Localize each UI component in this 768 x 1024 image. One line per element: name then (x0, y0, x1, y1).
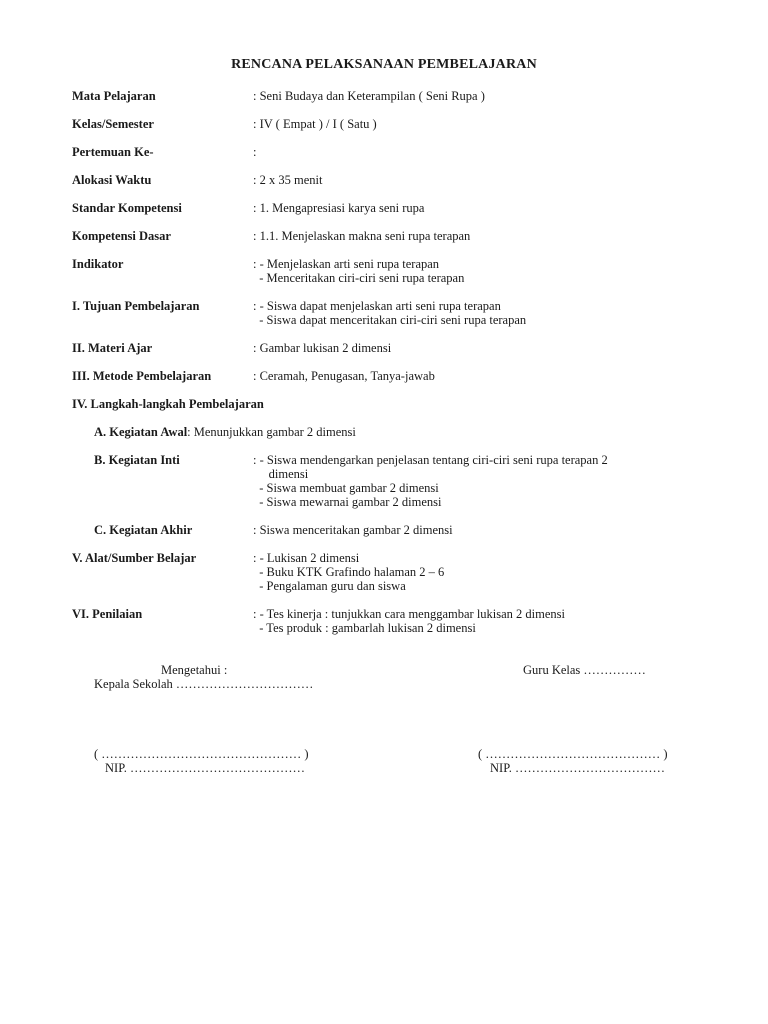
guru-kelas-name-line: ( …………………………………… ) (478, 747, 668, 761)
field-value-line: : 1.1. Menjelaskan makna seni rupa terapan (253, 229, 471, 243)
field-value-line: : 2 x 35 menit (253, 173, 323, 187)
field-label: Standar Kompetensi (72, 201, 182, 215)
field-value (253, 257, 464, 285)
kepala-sekolah-label: Kepala Sekolah …………………………… (94, 677, 314, 691)
field-value (253, 551, 444, 593)
field-label: VI. Penilaian (72, 607, 143, 621)
field-label: Kompetensi Dasar (72, 229, 171, 243)
field-value (253, 341, 391, 355)
field-label: II. Materi Ajar (72, 341, 153, 355)
guru-kelas-label: Guru Kelas …………… (523, 663, 646, 677)
field-value-line: : Seni Budaya dan Keterampilan ( Seni Rupa ) (253, 89, 485, 103)
kegiatan-akhir-line: : Siswa menceritakan gambar 2 dimensi (253, 523, 453, 537)
field-label: I. Tujuan Pembelajaran (72, 299, 200, 313)
field-value (253, 229, 470, 243)
field-value-line: - Menceritakan ciri-ciri seni rupa terapan (253, 271, 465, 285)
kegiatan-akhir-value (253, 523, 453, 537)
field-label: V. Alat/Sumber Belajar (72, 551, 197, 565)
field-label: Kelas/Semester (72, 117, 154, 131)
kegiatan-inti-line: : - Siswa mendengarkan penjelasan tentang ciri-ciri seni rupa terapan 2 (253, 453, 608, 467)
kegiatan-inti-line: - Siswa mewarnai gambar 2 dimensi (253, 495, 442, 509)
field-value-line: : Ceramah, Penugasan, Tanya-jawab (253, 369, 435, 383)
field-value-line: : - Lukisan 2 dimensi (253, 551, 360, 565)
field-value (253, 173, 322, 187)
kepala-sekolah-name-line: ( ………………………………………… ) (94, 747, 309, 761)
kegiatan-awal-line (94, 425, 356, 439)
field-value (253, 145, 256, 159)
field-label: Indikator (72, 257, 124, 271)
document-title: RENCANA PELAKSANAAN PEMBELAJARAN (231, 57, 537, 72)
field-value-line: - Tes produk : gambarlah lukisan 2 dimensi (253, 621, 476, 635)
field-label: Mata Pelajaran (72, 89, 156, 103)
field-value-line: : - Tes kinerja : tunjukkan cara menggambar lukisan 2 dimensi (253, 607, 566, 621)
field-value-line: - Buku KTK Grafindo halaman 2 – 6 (253, 565, 445, 579)
field-label: Pertemuan Ke- (72, 145, 154, 159)
section-heading: IV. Langkah-langkah Pembelajaran (72, 397, 264, 411)
kegiatan-inti-line: dimensi (253, 467, 309, 481)
field-value-line: : IV ( Empat ) / I ( Satu ) (253, 117, 377, 131)
kegiatan-inti-value (253, 453, 608, 509)
field-value (253, 89, 485, 103)
kegiatan-inti-label: B. Kegiatan Inti (94, 453, 180, 467)
field-value (253, 607, 565, 635)
kegiatan-awal-value: : Menunjukkan gambar 2 dimensi (187, 425, 356, 439)
field-value (253, 369, 435, 383)
field-value-line: : - Menjelaskan arti seni rupa terapan (253, 257, 440, 271)
field-value-line: - Siswa dapat menceritakan ciri-ciri seni rupa terapan (253, 313, 527, 327)
kegiatan-akhir-label: C. Kegiatan Akhir (94, 523, 193, 537)
field-value (253, 299, 526, 327)
field-value-line: - Pengalaman guru dan siswa (253, 579, 406, 593)
field-label: Alokasi Waktu (72, 173, 152, 187)
field-label: III. Metode Pembelajaran (72, 369, 212, 383)
field-value-line: : 1. Mengapresiasi karya seni rupa (253, 201, 425, 215)
field-value-line: : - Siswa dapat menjelaskan arti seni rupa terapan (253, 299, 501, 313)
field-value-line: : (253, 145, 257, 159)
kegiatan-awal-label: A. Kegiatan Awal (94, 425, 188, 439)
field-value (253, 117, 377, 131)
kepala-sekolah-nip: NIP. …………………………………… (105, 761, 306, 775)
field-value-line: : Gambar lukisan 2 dimensi (253, 341, 392, 355)
kegiatan-inti-line: - Siswa membuat gambar 2 dimensi (253, 481, 439, 495)
mengetahui-label: Mengetahui : (161, 663, 228, 677)
guru-kelas-nip: NIP. ……………………………… (490, 761, 666, 775)
field-value (253, 201, 424, 215)
